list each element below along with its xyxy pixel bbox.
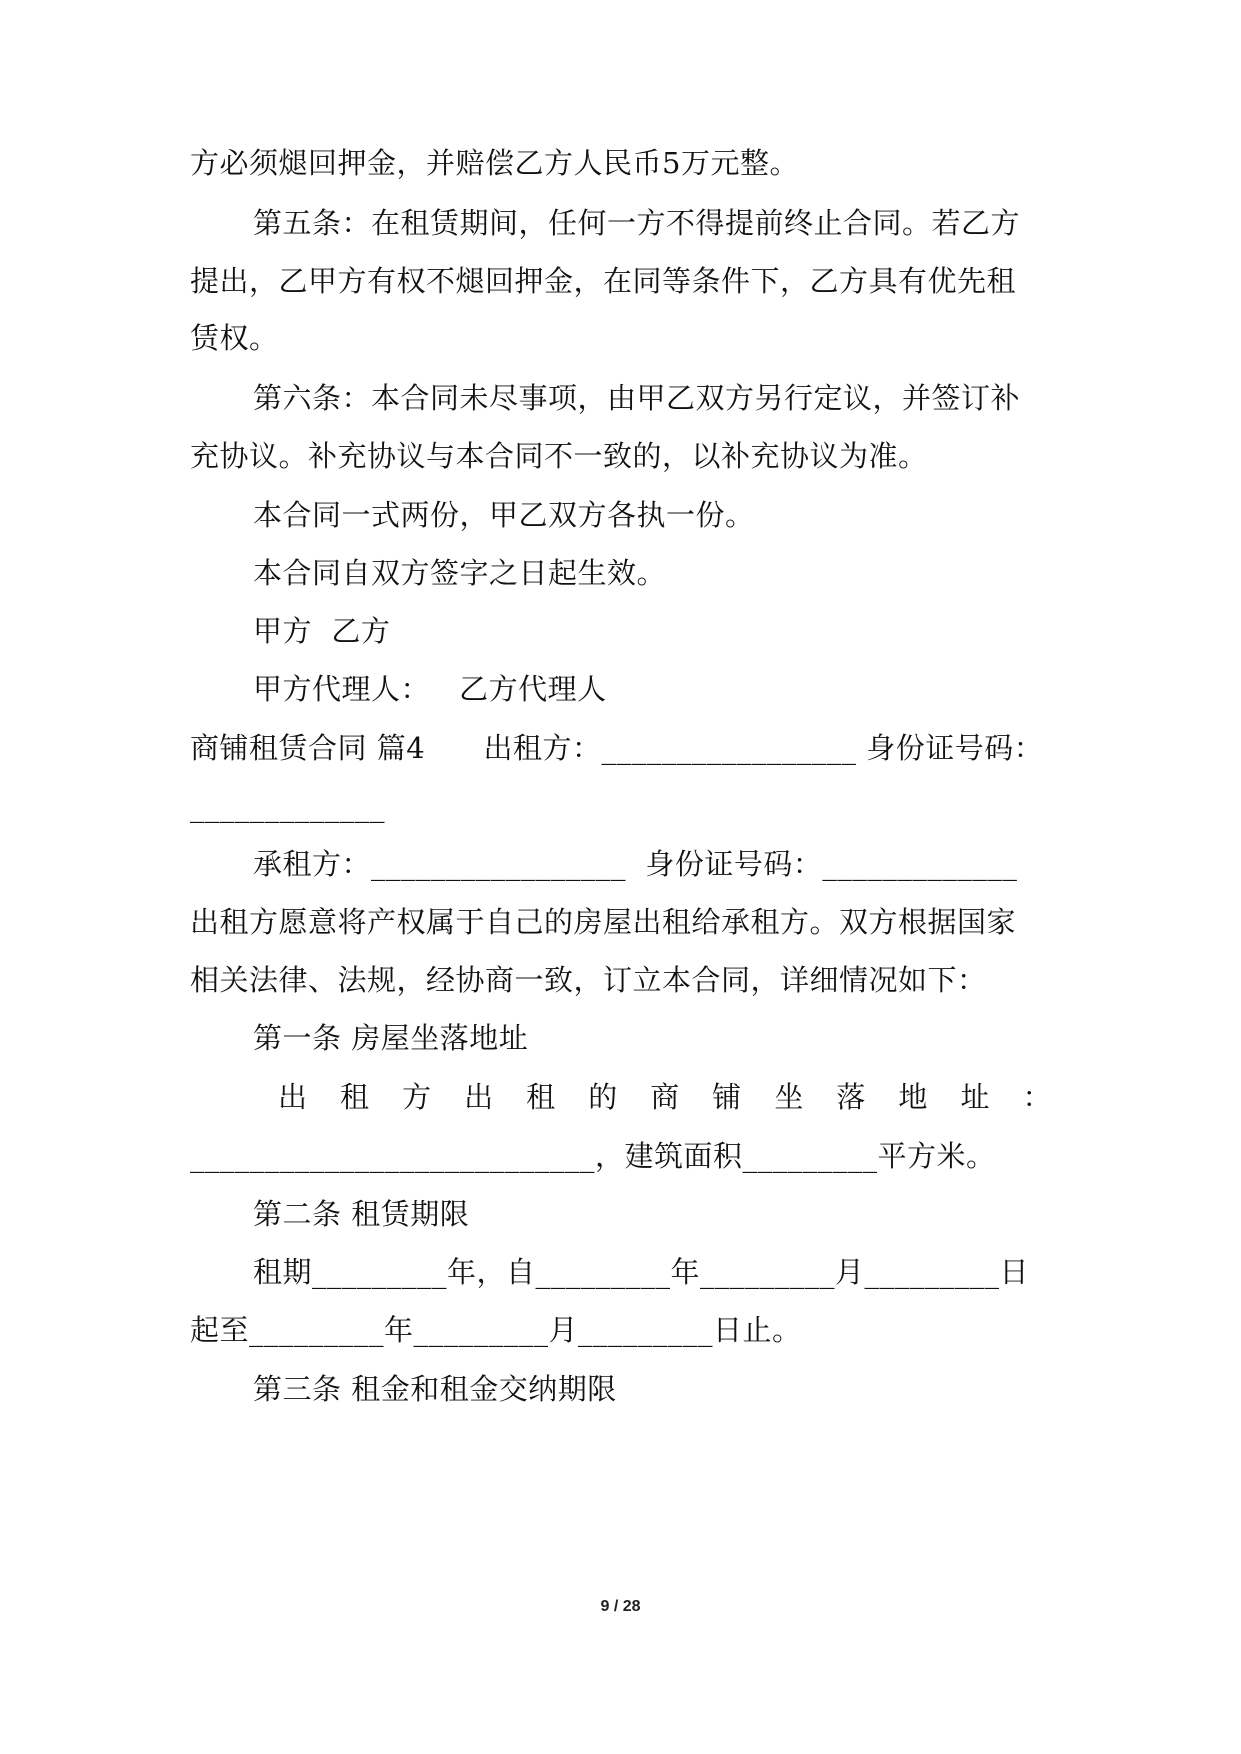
paragraph-line: 提出，乙甲方有权不煺回押金，在同等条件下，乙方具有优先租 [190,264,1017,298]
lessee-line: 承租方：_________________ 身份证号码：_____________ [253,847,1018,881]
term-line: 租期_________年，自_________年_________月_________日 [253,1255,1030,1289]
paragraph-line: 赁权。 [190,321,279,355]
article-1-heading: 第一条 房屋坐落地址 [253,1021,529,1055]
paragraph-line: 出租方愿意将产权属于自己的房屋出租给承租方。双方根据国家 [190,905,1017,939]
area-line: ___________________________，建筑面积_________平方米。 [190,1139,996,1173]
paragraph-line: 方必须煺回押金，并赔偿乙方人民币5万元整。 [190,146,799,180]
page-number: 9 / 28 [600,1598,641,1615]
copies-clause: 本合同一式两份，甲乙双方各执一份。 [253,498,755,532]
address-line: 出 租 方 出 租 的 商 铺 坐 落 地 址 ： [278,1080,1052,1114]
agent-signatures: 甲方代理人： 乙方代理人 [253,672,607,706]
id-number-blank: _____________ [190,789,385,823]
paragraph-line: 充协议。补充协议与本合同不一致的，以补充协议为准。 [190,439,928,473]
article-5-heading-line: 第五条：在租赁期间，任何一方不得提前终止合同。若乙方 [253,206,1021,240]
term-end-line: 起至_________年_________月_________日止。 [190,1313,802,1347]
paragraph-line: 相关法律、法规，经协商一致，订立本合同，详细情况如下： [190,963,987,997]
contract-4-title-line: 商铺租赁合同 篇4 出租方：_________________ 身份证号码： [190,731,1044,765]
effective-clause: 本合同自双方签字之日起生效。 [253,556,667,590]
article-6-heading-line: 第六条：本合同未尽事项，由甲乙双方另行定议，并签订补 [253,381,1021,415]
article-2-heading: 第二条 租赁期限 [253,1197,470,1231]
article-3-heading: 第三条 租金和租金交纳期限 [253,1372,617,1406]
party-signatures: 甲方 乙方 [253,614,391,648]
